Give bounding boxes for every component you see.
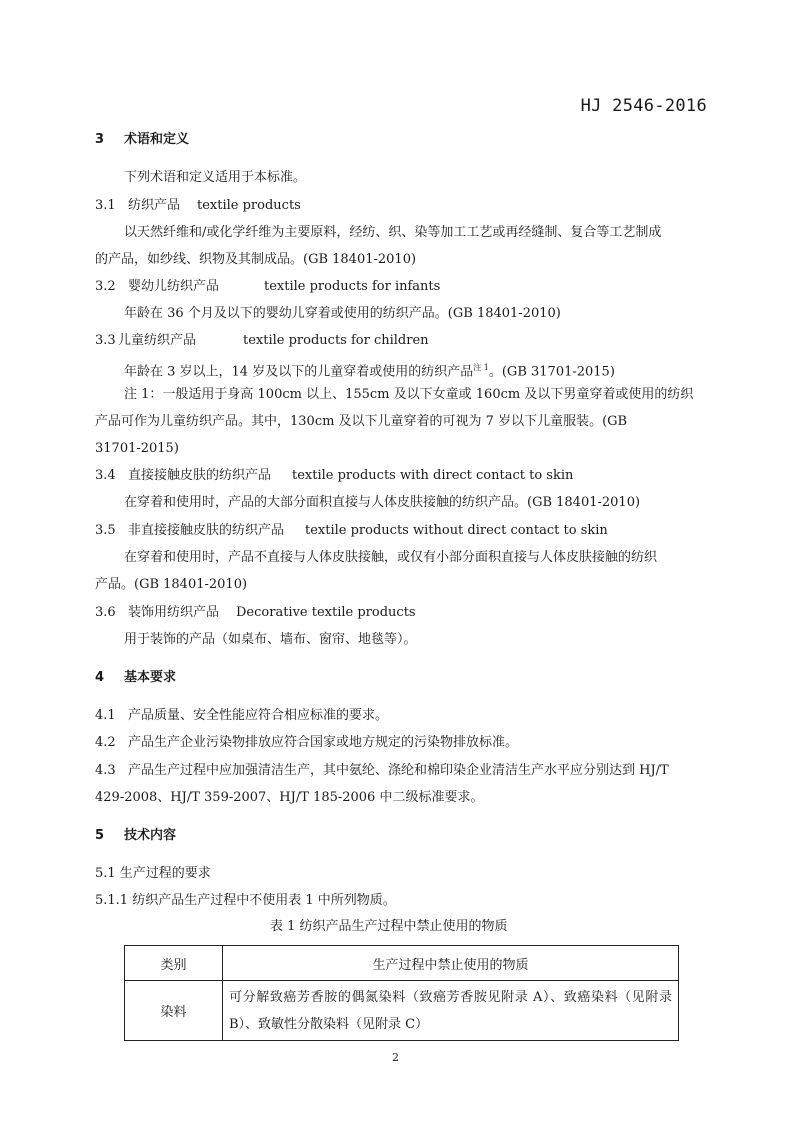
- note-line: 注 1：一般适用于身高 100cm 以上、155cm 及以下女童或 160cm 及以下男童穿着或使用的纺织: [124, 387, 694, 402]
- requirement-text: 产品生产过程中应加强清洁生产，其中氨纶、涤纶和棉印染企业清洁生产水平应分别达到 HJ/T: [128, 763, 669, 778]
- table-cell-substances-text: 可分解致癌芳香胺的偶氮染料（致癌芳香胺见附录 A）、致癌染料（见附录 B）、致敏性分散染料（见附录 C）: [229, 989, 672, 1032]
- table-header-row: [125, 946, 679, 981]
- term-definition-cont: 产品。(GB 18401-2010): [95, 577, 248, 592]
- document-code: HJ 2546-2016: [580, 96, 707, 116]
- section-4-number: 4: [95, 670, 105, 685]
- subsection-5-1-1: 5.1.1 纺织产品生产过程中不使用表 1 中所列物质。: [95, 893, 396, 908]
- term-english: textile products with direct contact to skin: [292, 468, 574, 483]
- section-4-title: 基本要求: [124, 670, 177, 685]
- term-definition: 用于装饰的产品（如桌布、墙布、窗帘、地毯等）。: [124, 632, 417, 647]
- term-number: 3.3: [95, 333, 116, 348]
- term-english: textile products: [197, 198, 301, 213]
- subsection-5-1: 5.1 生产过程的要求: [95, 866, 211, 881]
- table-header-substances: 生产过程中禁止使用的物质: [223, 946, 679, 981]
- table-caption: 表 1 纺织产品生产过程中禁止使用的物质: [270, 919, 508, 934]
- term-name: 纺织产品: [128, 198, 181, 213]
- term-definition: 年龄在 36 个月及以下的婴幼儿穿着或使用的纺织产品。(GB 18401-2010): [124, 306, 561, 321]
- requirement-text-cont: 429-2008、HJ/T 359-2007、HJ/T 185-2006 中二级标准要求。: [95, 790, 484, 805]
- footnote-marker: 注 1: [473, 363, 489, 372]
- term-english: textile products for infants: [264, 279, 441, 294]
- term-name: 婴幼儿纺织产品: [128, 279, 220, 294]
- requirement-number: 4.2: [95, 735, 116, 750]
- page-number: 2: [392, 1051, 399, 1064]
- term-english: Decorative textile products: [236, 605, 416, 620]
- term-definition: 以天然纤维和/或化学纤维为主要原料，经纺、织、染等加工工艺或再经缝制、复合等工艺制成: [124, 225, 662, 240]
- term-number: 3.4: [95, 468, 116, 483]
- requirement-text: 产品生产企业污染物排放应符合国家或地方规定的污染物排放标准。: [128, 735, 519, 750]
- section-5-number: 5: [95, 828, 105, 843]
- term-definition-text: 年龄在 3 岁以上，14 岁及以下的儿童穿着或使用的纺织产品: [124, 364, 474, 380]
- term-number: 3.5: [95, 523, 116, 538]
- term-number: 3.1: [95, 198, 116, 213]
- note-line: 31701-2015): [95, 441, 179, 456]
- term-definition: 在穿着和使用时，产品不直接与人体皮肤接触，或仅有小部分面积直接与人体皮肤接触的纺织: [124, 550, 658, 565]
- term-number: 3.6: [95, 605, 116, 620]
- term-name: 装饰用纺织产品: [128, 605, 220, 620]
- table-row: [125, 981, 679, 1041]
- term-name: 直接接触皮肤的纺织产品: [128, 468, 272, 483]
- term-english: textile products without direct contact to skin: [305, 523, 608, 538]
- table-cell-category: 染料: [125, 981, 223, 1041]
- term-definition: [124, 359, 615, 381]
- requirement-number: 4.1: [95, 708, 116, 723]
- term-definition-cont: 的产品，如纱线、织物及其制成品。(GB 18401-2010): [95, 252, 417, 267]
- note-line: 产品可作为儿童纺织产品。其中，130cm 及以下儿童穿着的可视为 7 岁以下儿童服装。(GB: [95, 414, 628, 429]
- table-cell-substances: [223, 981, 679, 1041]
- term-definition-source: 。(GB 31701-2015): [488, 364, 615, 380]
- table-header-category: 类别: [125, 946, 223, 981]
- term-name: 儿童纺织产品: [118, 333, 197, 348]
- term-english: textile products for children: [243, 333, 429, 348]
- requirement-number: 4.3: [95, 763, 116, 778]
- term-definition: 在穿着和使用时，产品的大部分面积直接与人体皮肤接触的纺织产品。(GB 18401-2010): [124, 495, 641, 510]
- section-3-title: 术语和定义: [124, 132, 190, 147]
- term-number: 3.2: [95, 279, 116, 294]
- requirement-text: 产品质量、安全性能应符合相应标准的要求。: [128, 708, 389, 723]
- term-name: 非直接接触皮肤的纺织产品: [128, 523, 285, 538]
- section-3-number: 3: [95, 132, 105, 147]
- section-5-title: 技术内容: [124, 828, 177, 843]
- prohibited-substances-table: [124, 945, 679, 1041]
- section-3-intro: 下列术语和定义适用于本标准。: [124, 170, 307, 185]
